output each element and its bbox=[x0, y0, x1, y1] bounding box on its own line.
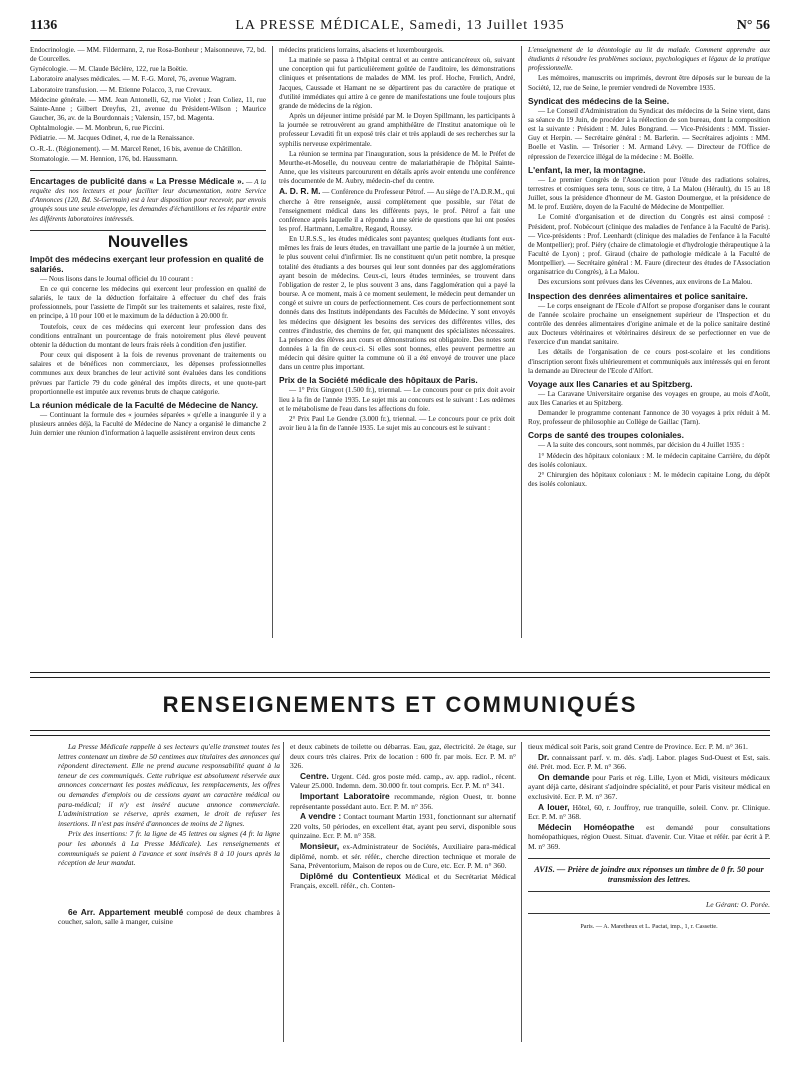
classified-ad bbox=[290, 872, 516, 891]
avis-notice: AVIS. — Prière de joindre aux réponses un timbre de 0 fr. 50 pour transmission des lettres. bbox=[534, 864, 764, 884]
classified-ad bbox=[290, 792, 516, 811]
printer-line: Paris. — A. Maretheux et L. Pactat, imp., 1, r. Cassette. bbox=[580, 923, 718, 931]
list-item: Gynécologie. — M. Claude Béclère, 122, rue la Boëtie. bbox=[30, 65, 188, 74]
encartages-text: — A la requête des nos lecteurs et pour faciliter leur documentation, notre Service d'Annonces (120, Bd. St-Germain) est à leur disposition pour recevoir, par envois groupés sous une seule enveloppe, les demandes d'échantillons et les répartir entre les différents laboratoires intéressés. bbox=[30, 177, 266, 223]
enfant-text: Le Comité d'organisation et de direction du Congrès est ainsi composé : Président, prof. Nobécourt (clinique des maladies de l'enfance à la Faculté de Paris). — Vice-présidents : Prof. Leenhardt (clinique des maladies de l'enfance à la Faculté de Montpellier); prof. Piéry (chaire de climatologie et d'hydrologie thérapeutique à la Faculté de Lyon) ; prof. Giraud (chaire de pathologie médicale à la Faculté de Montpellier). — Secrétaire général : M. Faure (directeur des études de l'Association organisatrice du Congrès), à La Malou. bbox=[528, 213, 770, 277]
ad-text: ex-Administrateur de Sociétés, Auxiliaire para-médical diplômé, nomb. et sér. référ., cherche direction technique et morale de Sana, Préventorium, Maison de repos ou de Cure, etc. Ecr. P. M. n° 360. bbox=[290, 841, 516, 871]
notice-text: La Presse Médicale rappelle à ses lecteurs qu'elle transmet toutes les lettres contenant un timbre de 50 centimes aux titulaires des annonces qui répondent directement. Elle ne prend aucune responsabilité quant à la teneur de ces communiqués. Cette rubrique est absolument réservée aux annonces concernant les postes médicaux, les remplacements, les offres ou demandes d'emplois ou de cessions ayant un caractère médical ou para-médical; il n'y est inséré aucune annonce commerciale. L'administration se réserve, après examen, le droit de refuser les insertions. Il n'est pas inséré d'annonces de moins de 2 lignes. bbox=[58, 742, 280, 828]
classified-ad bbox=[528, 773, 770, 802]
adrm-title: A. D. R. M. bbox=[279, 186, 321, 197]
classified-ad bbox=[528, 823, 770, 852]
ad-title: Monsieur, bbox=[300, 840, 340, 851]
classified-ad bbox=[528, 753, 770, 772]
reunion-text: — Continuant la formule des « journées séparées » qu'elle a inaugurée il y a plusieurs années déjà, la Faculté de Médecine de Nancy a organisé le dimanche 2 Juin dernier une réunion d'information à laquelle assistèrent environ deux cents bbox=[30, 410, 266, 438]
gerant-signature: Le Gérant: O. Porée. bbox=[706, 899, 770, 909]
ad-title: 6e Arr. Appartement meublé bbox=[68, 906, 184, 917]
section-divider bbox=[528, 858, 770, 859]
ad-title: Dr. bbox=[538, 751, 550, 762]
list-item: Endocrinologie. — MM. Fildermann, 2, rue Rosa-Bonheur ; Maisonneuve, 72, bd. de Courcelles. bbox=[30, 46, 266, 64]
reunion-text: La réunion se termina par l'inauguration, sous la présidence de M. le Préfet de Meurthe-et-Moselle, du nouveau centre de malariathérapie de l'hôpital Sainte-Anne, que les visiteurs parcoururent en détails après avoir entendu une conférence très documentée de M. Aubry, médecin-chef du centre. bbox=[279, 149, 515, 186]
list-item: Ophtalmologie. — M. Monbrun, 6, rue Piccini. bbox=[30, 124, 165, 133]
ad-text: Contact tournant Martin 1931, fonctionnant sur alternatif 220 volts, 50 périodes, en excellent état, ayant peu servi, disponible sous quinzaine. Ecr. P. M. n° 358. bbox=[290, 812, 516, 841]
page-number: 1136 bbox=[30, 18, 58, 33]
section-divider bbox=[528, 913, 770, 914]
reunion-text: médecins praticiens lorrains, alsaciens et luxembourgeois. bbox=[279, 46, 444, 54]
ad-text: Médical et du Secrétariat Médical Français, excell. référ., ch. Conten- bbox=[290, 871, 516, 891]
list-item: Laboratoire analyses médicales. — M. F.-G. Morel, 76, avenue Wagram. bbox=[30, 75, 237, 84]
voyage-text: — La Caravane Universitaire organise des voyages en groupe, au mois d'Août, aux Iles Canaries et au Spitzberg. bbox=[528, 389, 770, 407]
ads-column-2 bbox=[290, 742, 516, 1072]
renseignements-title: RENSEIGNEMENTS ET COMMUNIQUÉS bbox=[162, 692, 638, 717]
column-divider bbox=[521, 46, 522, 638]
prix-text: Les mémoires, manuscrits ou imprimés, devront être déposés sur le bureau de la Société, 12, rue de Seine, le premier vendredi de Novembre 1935. bbox=[528, 74, 770, 92]
list-item: Pédiatrie. — M. Jacques Odinet, 4, rue de la Renaissance. bbox=[30, 134, 195, 143]
enfant-title: L'enfant, la mer, la montagne. bbox=[528, 164, 646, 175]
syndicat-title: Syndicat des médecins de la Seine. bbox=[528, 95, 670, 106]
syndicat-text: — Le Conseil d'Administration du Syndicat des médecins de la Seine vient, dans sa séance du 19 Juin, de procéder à la réélection de son bureau, dont la composition est la suivante : Président : M. Jules Bongrand. — Vice-Présidents : MM. Tissier-Guy et Herpin. — Secrétaire général : M. Barlerin. — Secrétaires adjoints : MM. Boelle et Vaslin. — Trésorier : M. Armand Lévy. — Directeur de l'Office de répression de l'exercice illégal de la médecine : M. Boëlle. bbox=[528, 106, 770, 161]
column-1 bbox=[30, 46, 266, 638]
ad-title: Médecin Homéopathe bbox=[538, 821, 635, 832]
list-item: Stomatologie. — M. Hennion, 176, bd. Haussmann. bbox=[30, 154, 178, 163]
section-divider bbox=[528, 891, 770, 892]
corps-text: 1° Médecin des hôpitaux coloniaux : M. le médecin capitaine Carrière, du dépôt des isolés coloniaux. bbox=[528, 451, 770, 469]
ad-title: Centre. bbox=[300, 770, 329, 781]
classified-ad bbox=[290, 772, 516, 791]
corps-text: 2° Chirurgien des hôpitaux coloniaux : M. le médecin capitaine Long, du dépôt des isolés coloniaux. bbox=[528, 470, 770, 489]
reunion-title: La réunion médicale de la Faculté de Médecine de Nancy. bbox=[30, 399, 258, 410]
reunion-text: La matinée se passa à l'hôpital central et au centre anticancéreux où, suivant une conception qui fut particulièrement goûtée de l'auditoire, les démonstrations cliniques et présentations de malades de MM. les prof. Hoche, Frœlich, André, Jacques, Caussade et Hamant ne se départirent pas du caractère de pratique et d'utilité immédiates qui attire à ce genre de manifestations une foule toujours plus grande de médecins de la région. bbox=[279, 56, 515, 110]
ad-title: Important Laboratoire bbox=[300, 790, 390, 801]
ad-text: Hôtel, 60, r. Jouffroy, rue tranquille, soleil. Conv. pr. Clinique. Ecr. P. M. n° 368. bbox=[528, 802, 770, 822]
inspection-text: — Le corps enseignant de l'Ecole d'Alfort se propose d'organiser dans le courant de l'année scolaire prochaine un enseignement supérieur de l'Inspection et du contrôle des denrées alimentaires d'origine animale et de la police sanitaire destiné aux Docteurs vétérinaires et vétérinaires désireux de se perfectionner en vue de l'exercice d'un mandat sanitaire. bbox=[528, 301, 770, 347]
impot-text: En ce qui concerne les médecins qui exercent leur profession en qualité de salariés, le taux de la déduction forfaitaire à effectuer du chef des frais professionnels, pour l'assiette de l'impôt sur les traitements et salaires, reste fixé, en principe, à 10 pour 100 et le maximum de la déduction à 20.000 fr. bbox=[30, 284, 266, 321]
section-divider bbox=[30, 230, 266, 231]
ad-text: connaissant parf. v. m. dés. s'adj. Labor. plages Sud-Ouest et Est, sais. été. Prét. mod. Ecr. P. M. n° 366. bbox=[528, 752, 770, 772]
enfant-text: Des excursions sont prévues dans les Cévennes, aux environs de La Malou. bbox=[538, 278, 753, 287]
classified-ad bbox=[290, 812, 516, 841]
header-rule bbox=[30, 40, 770, 41]
ads-column-1 bbox=[58, 742, 280, 1072]
impot-text: Pour ceux qui disposent à la fois de revenus provenant de traitements ou salaires et de bénéfices non commerciaux, les dépenses professionnelles communes aux deux branches de leur activité sont évaluées dans les conditions prévues par l'article 79 du code général des impôts directs, et une quote-part proportionnelle est imputée aux revenus bruts de chaque catégorie. bbox=[30, 351, 266, 396]
ad-title: Diplômé du Contentieux bbox=[300, 870, 401, 881]
impot-text: — Nous lisons dans le Journal officiel du 10 courant : bbox=[40, 274, 194, 283]
ad-text: pour Paris et rég. Lille, Lyon et Midi, visiteurs médicaux ayant déjà carte, désirant s'adjoindre spécialité, et pour Paris visiteur médical en exclusivité. Ecr. P. M. n° 367. bbox=[528, 772, 770, 801]
section-rule bbox=[30, 672, 770, 678]
classified-ad bbox=[528, 803, 770, 822]
ad-text: recommande, région Ouest, tr. bonne représentante possédant auto. Ecr. P. M. n° 356. bbox=[290, 791, 516, 811]
ad-title: On demande bbox=[538, 771, 590, 782]
ad-text: est demandé pour consultations homéopathiques, région Ouest. Situat. d'avenir. Cur. Vitae et référ. par écrit à P. M. n° 369. bbox=[528, 822, 770, 851]
column-2 bbox=[279, 46, 515, 638]
prix-text: — 1° Prix Gingeot (1.500 fr.), triennal. — Le concours pour ce prix doit avoir lieu à la fin de l'année 1935. Le sujet mis au concours est le suivant : Les œdèmes et le métabolisme de l'eau dans les affections du foie. bbox=[279, 386, 515, 413]
voyage-text: Demander le programme contenant l'annonce de 30 voyages à prix réduit à M. Roy, professeur de philosophie au Collège de Gaillac (Tarn). bbox=[528, 409, 770, 427]
impot-title: Impôt des médecins exerçant leur profession en qualité de salariés. bbox=[30, 253, 264, 274]
prices-text: Prix des insertions: 7 fr. la ligne de 45 lettres ou signes (4 fr. la ligne pour les abonnés à La Presse Médicale). Les renseignements et communiqués se paient à l'avance et sont insérés 8 à 10 jours après la réception de leur mandat. bbox=[58, 829, 280, 868]
ad-title: A louer, bbox=[538, 801, 570, 812]
page-header bbox=[30, 18, 770, 40]
prix-title: Prix de la Société médicale des hôpitaux de Paris. bbox=[279, 375, 478, 386]
ads-column-3 bbox=[528, 742, 770, 1072]
classified-ad bbox=[58, 908, 280, 927]
ad-text: Urgent. Céd. gros poste méd. camp., av. app. radiol., récent. Valeur 25.000. Indemn. dem. 30.000 fr. tout compris. Ecr. P. M. n° 341. bbox=[290, 771, 516, 791]
list-item: Médecine générale. — MM. Jean Antonelli, 62, rue Violet ; Jean Coliez, 11, rue Sainte-Anne ; Gilbert Dreyfus, 21, avenue du Président-Wilson ; Maurice Gaucher, 36, av. de la Bourdonnais ; Valensin, 157, bd. Magenta. bbox=[30, 95, 266, 123]
encartages-title: Encartages de publicité dans « La Presse Médicale ». bbox=[30, 175, 244, 186]
corps-title: Corps de santé des troupes coloniales. bbox=[528, 430, 684, 441]
voyage-title: Voyage aux Iles Canaries et au Spitzberg. bbox=[528, 378, 693, 389]
prix-text: 2° Prix Paul Le Gendre (3.000 fr.), triennal. — Le concours pour ce prix doit avoir lieu à la fin de l'année 1935. Le sujet mis au concours est le suivant : bbox=[279, 414, 515, 433]
ad-title: A vendre : bbox=[300, 811, 342, 822]
inspection-text: Les détails de l'organisation de ce cours post-scolaire et les conditions d'inscription seront fixés ultérieurement et communiqués aux intéressés qui en feront la demande au Directeur de l'Ecole d'Alfort. bbox=[528, 348, 770, 375]
column-divider bbox=[283, 742, 284, 1042]
list-item: Laboratoire transfusion. — M. Etienne Polacco, 3, rue Crevaux. bbox=[30, 85, 212, 94]
column-divider bbox=[521, 742, 522, 1042]
prix-subject: L'enseignement de la déontologie au lit du malade. Comment apprendre aux étudiants à résoudre les problèmes sociaux, psychologiques et légaux de la pratique professionnelle. bbox=[528, 46, 770, 73]
reunion-text: Après un déjeuner intime présidé par M. le Doyen Spillmann, les participants à la journée se retrouvèrent au grand amphithéâtre de l'Institut anatomique où le professeur Levaditi fit un exposé très clair et très applaudi de ses recherches sur la syphilis nerveuse expérimentale. bbox=[279, 112, 515, 148]
corps-text: — A la suite des concours, sont nommés, par décision du 4 Juillet 1935 : bbox=[538, 441, 745, 450]
enfant-text: — Le premier Congrès de l'Association pour l'étude des radiations solaires, terrestres et cosmiques sera tenu, sous ce titre, à La Malou (Hérault), du 15 au 18 Juillet, sous la présidence d'honneur de M. Gaston Doumergue, et la présidence de M. le prof. Euzière, doyen de la Faculté de Médecine de Montpellier. bbox=[528, 175, 770, 212]
adrm-text: — Conférence du Professeur Pétrof. — Au siège de l'A.D.R.M., qui cherche à être renseignée, aussi complètement que possible, sur l'état de l'enseignement médical dans les différents pays, le prof. Pétrof a fait une conférence après laquelle il a répondu à une série de questions que lui ont posées les prof. Hartmann, Lemaître, Regaud, Roussy. bbox=[279, 188, 515, 233]
section-rule bbox=[30, 730, 770, 736]
issue-number: N° 56 bbox=[736, 18, 770, 33]
section-divider bbox=[30, 170, 266, 171]
journal-title: LA PRESSE MÉDICALE, Samedi, 13 Juillet 1935 bbox=[235, 18, 565, 33]
encartages-article bbox=[30, 177, 266, 224]
adrm-article bbox=[279, 187, 515, 234]
column-3 bbox=[528, 46, 770, 638]
column-divider bbox=[272, 46, 273, 638]
classified-ad bbox=[290, 842, 516, 871]
inspection-title: Inspection des denrées alimentaires et police sanitaire. bbox=[528, 290, 748, 301]
ad-text: composé de deux chambres à coucher, salon, salle à manger, cuisine bbox=[58, 907, 280, 927]
ad-text: et deux cabinets de toilette ou débarras. Eau, gaz, électricité. 2e étage, sur deux cours très claires. Prix de location : 600 fr. par mois. Ecr. P. M. n° 326. bbox=[290, 742, 516, 771]
adrm-text: En U.R.S.S., les études médicales sont payantes; quelques étudiants font eux-mêmes les frais de leurs études, en travaillant une partie de la journée à un métier, le plus souvent celui d'infirmier. Ils ne constituent qu'un petit nombre, la presque totalité des étudiants a des bourses qui leur sont données par des agglomérations ayant besoin de médecins. Ceux-ci, leurs études terminées, se trouvent dans l'obligation de rester 2, le plus souvent 3 ans, dans l'agglomération qui a payé la bourse. A ce moment, mais à ce moment seulement, le médecin peut demander un congé et suivre un cours de perfectionnement. Ces cours de perfectionnement sont donnés dans des Instituts indépendants des Facultés de Médecine. Y sont envoyés les médecins que désignent les besoins des services des différentes villes, des centres d'industrie, des chemins de fer, qui manquent des spécialistes nécessaires. La présence des élèves aux cours et démonstrations est obligatoire. Des notes sont données à la fin de ceux-ci. Si elles sont bonnes, elles peuvent permettre au médecin qui désire quitter la commune où il a été envoyé de trouver une place dans un centre plus important. bbox=[279, 235, 515, 372]
nouvelles-heading: Nouvelles bbox=[107, 231, 189, 251]
list-item: O.-R.-L. (Régionement). — M. Marcel Renet, 16 bis, avenue de Châtillon. bbox=[30, 144, 242, 153]
ad-text: tieux médical soit Paris, soit grand Centre de Province. Ecr. P. M. n° 361. bbox=[528, 742, 748, 751]
impot-text: Toutefois, ceux de ces médecins qui exercent leur profession dans des conditions entraînant un pourcentage de frais notoirement plus élevé peuvent obtenir la déduction du montant de leurs frais réels à condition d'en justifier. bbox=[30, 322, 266, 349]
